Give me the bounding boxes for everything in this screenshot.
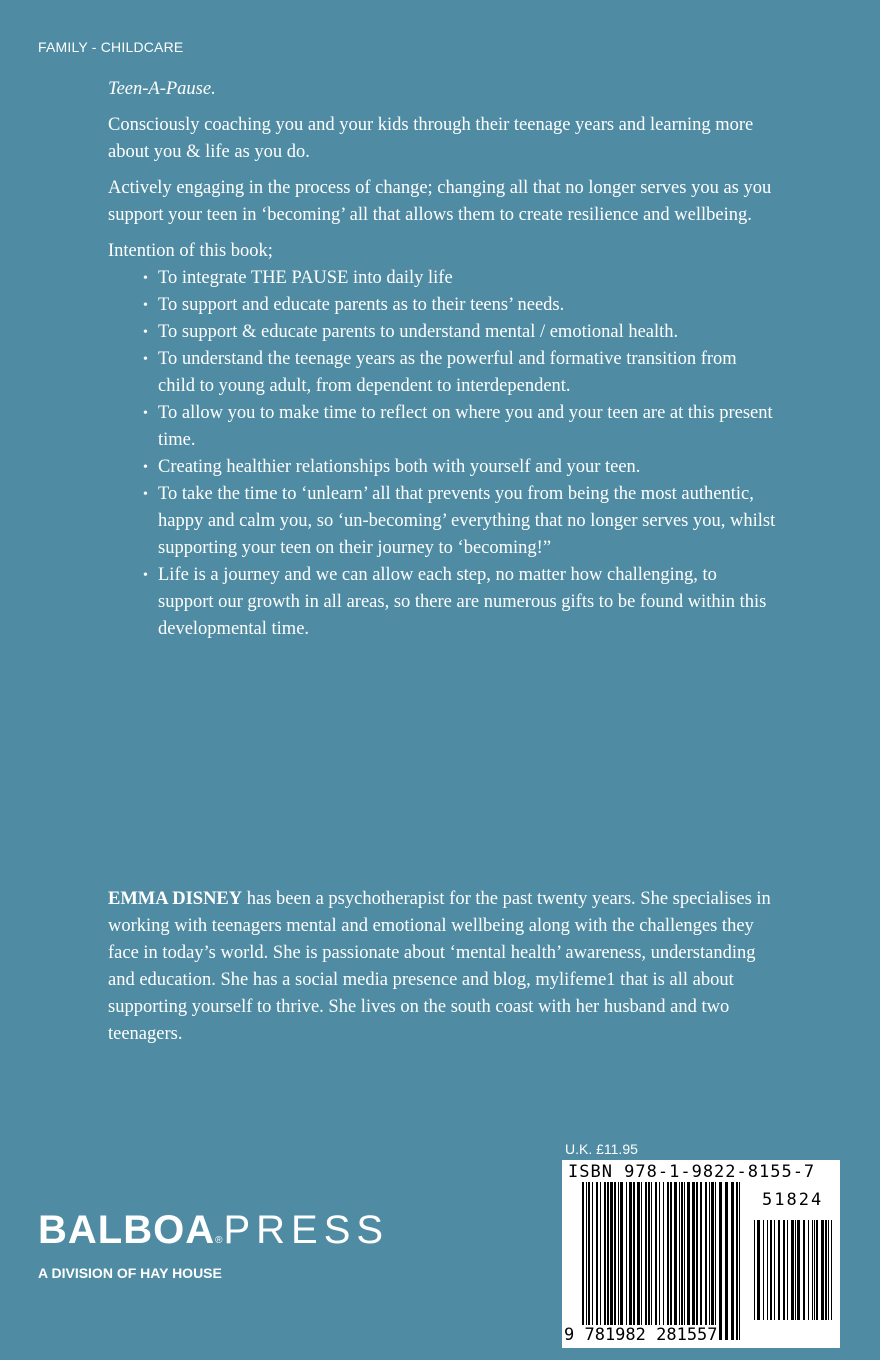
author-name: EMMA DISNEY bbox=[108, 889, 243, 909]
publisher-logo bbox=[38, 1208, 389, 1281]
barcode-bar bbox=[739, 1182, 740, 1340]
barcode-bar bbox=[696, 1182, 698, 1340]
barcode-bar bbox=[757, 1220, 760, 1320]
barcode-bar bbox=[663, 1182, 664, 1340]
barcode-bar bbox=[816, 1220, 818, 1320]
blurb-title: Teen-A-Pause. bbox=[108, 79, 216, 99]
barcode-bar bbox=[637, 1182, 640, 1340]
barcode-bar bbox=[725, 1182, 728, 1340]
barcode-bar bbox=[645, 1182, 647, 1340]
barcode-bar bbox=[825, 1220, 827, 1320]
intention-heading: Intention of this book; bbox=[108, 241, 273, 261]
barcode-bar bbox=[670, 1182, 672, 1340]
barcode-bar bbox=[600, 1182, 601, 1340]
list-item: • To allow you to make time to reflect on where you and your teen are at this present time. bbox=[158, 400, 776, 454]
barcode-bar bbox=[795, 1220, 796, 1320]
barcode-bar bbox=[592, 1182, 593, 1340]
barcode-bar bbox=[797, 1220, 800, 1320]
barcode-bar bbox=[659, 1182, 660, 1340]
barcode-bar bbox=[736, 1182, 738, 1340]
barcode-bar bbox=[767, 1220, 768, 1320]
barcode-bar bbox=[604, 1182, 606, 1340]
barcode-bar bbox=[803, 1220, 805, 1320]
list-item: • Life is a journey and we can allow each step, no matter how challenging, to support our growth in all areas, so there are numerous gifts to be found within this developmental time. bbox=[158, 562, 776, 643]
barcode-bar bbox=[731, 1182, 734, 1340]
barcode-bar bbox=[620, 1182, 623, 1340]
isbn-text: ISBN 978-1-9822-8155-7 bbox=[568, 1162, 816, 1182]
list-item: • To integrate THE PAUSE into daily life bbox=[158, 265, 776, 292]
barcode-bar bbox=[596, 1182, 598, 1340]
author-bio bbox=[108, 886, 776, 1048]
barcode-bar bbox=[610, 1182, 613, 1340]
barcode-bar bbox=[651, 1182, 652, 1340]
barcode-bar bbox=[648, 1182, 650, 1340]
list-item: • To support & educate parents to understand mental / emotional health. bbox=[158, 319, 776, 346]
barcode-bar bbox=[633, 1182, 635, 1340]
barcode-bar bbox=[641, 1182, 642, 1340]
barcode-bar bbox=[715, 1182, 716, 1340]
barcode-bar bbox=[814, 1220, 815, 1320]
price: U.K. £11.95 bbox=[565, 1141, 638, 1157]
list-item: • Creating healthier relationships both with yourself and your teen. bbox=[158, 454, 776, 481]
bio-text: has been a psychotherapist for the past twenty years. She specialises in working with teenagers mental and emotional wellbeing along with the challenges they face in today’s world. She is passionate about ‘mental health’ awareness, understanding and education. She has a social media presence and blog, mylifeme1 that is all about supporting yourself to thrive. She lives on the south coast with her husband and two teenagers. bbox=[108, 889, 771, 1044]
blurb-paragraph: Actively engaging in the process of change; changing all that no longer serves you as you support your teen in ‘becoming’ all that allows them to create resilience and wellbeing. bbox=[108, 178, 772, 225]
registered-mark: ® bbox=[215, 1235, 224, 1246]
barcode-bar bbox=[828, 1220, 829, 1320]
barcode-bar bbox=[787, 1220, 788, 1320]
barcode-bar bbox=[700, 1182, 702, 1340]
list-item: • To understand the teenage years as the powerful and formative transition from child to young adult, from dependent to interdependent. bbox=[158, 346, 776, 400]
barcode-bar bbox=[684, 1182, 685, 1340]
barcode-bar bbox=[607, 1182, 609, 1340]
barcode-bar bbox=[812, 1220, 813, 1320]
logo-bold: BALBOA bbox=[38, 1208, 216, 1252]
barcode-bar bbox=[687, 1182, 690, 1340]
blurb-paragraph: Consciously coaching you and your kids through their teenage years and learning more about you & life as you do. bbox=[108, 115, 754, 162]
barcode-bar bbox=[709, 1182, 710, 1340]
logo-light: PRESS bbox=[223, 1208, 390, 1252]
barcode-bar bbox=[692, 1182, 695, 1340]
barcode-bar bbox=[626, 1182, 627, 1340]
intention-list bbox=[108, 265, 776, 643]
category-label: FAMILY - CHILDCARE bbox=[38, 39, 184, 55]
barcode-bar bbox=[614, 1182, 616, 1340]
barcode-bar bbox=[821, 1220, 824, 1320]
barcode-bars bbox=[562, 1160, 840, 1348]
barcode-bar bbox=[774, 1220, 775, 1320]
barcode-bar bbox=[655, 1182, 657, 1340]
barcode-bar bbox=[582, 1182, 584, 1340]
barcode-digits: 9 781982 281557 bbox=[564, 1325, 718, 1345]
barcode bbox=[562, 1160, 840, 1348]
barcode-bar bbox=[586, 1182, 587, 1340]
barcode-bar bbox=[808, 1220, 809, 1320]
barcode-bar bbox=[763, 1220, 764, 1320]
barcode-bar bbox=[674, 1182, 677, 1340]
barcode-bar bbox=[588, 1182, 590, 1340]
barcode-bar bbox=[719, 1182, 722, 1340]
blurb bbox=[108, 76, 776, 643]
barcode-bar bbox=[754, 1220, 755, 1320]
barcode-bar bbox=[629, 1182, 632, 1340]
barcode-bar bbox=[778, 1220, 780, 1320]
barcode-bar bbox=[679, 1182, 680, 1340]
barcode-bar bbox=[770, 1220, 772, 1320]
barcode-bar bbox=[711, 1182, 714, 1340]
barcode-bar bbox=[667, 1182, 669, 1340]
list-item: • To support and educate parents as to their teens’ needs. bbox=[158, 292, 776, 319]
barcode-bar bbox=[831, 1220, 832, 1320]
barcode-bar bbox=[618, 1182, 619, 1340]
barcode-addon: 51824 bbox=[762, 1190, 824, 1210]
barcode-bar bbox=[705, 1182, 707, 1340]
barcode-bar bbox=[681, 1182, 683, 1340]
barcode-bar bbox=[783, 1220, 785, 1320]
barcode-bar bbox=[791, 1220, 794, 1320]
list-item: • To take the time to ‘unlearn’ all that prevents you from being the most authentic, happy and calm you, so ‘un-becoming’ everything that no longer serves you, whilst supporting your teen on their journey to ‘becoming!” bbox=[158, 481, 776, 562]
publisher-tagline: A DIVISION OF HAY HOUSE bbox=[38, 1265, 222, 1281]
